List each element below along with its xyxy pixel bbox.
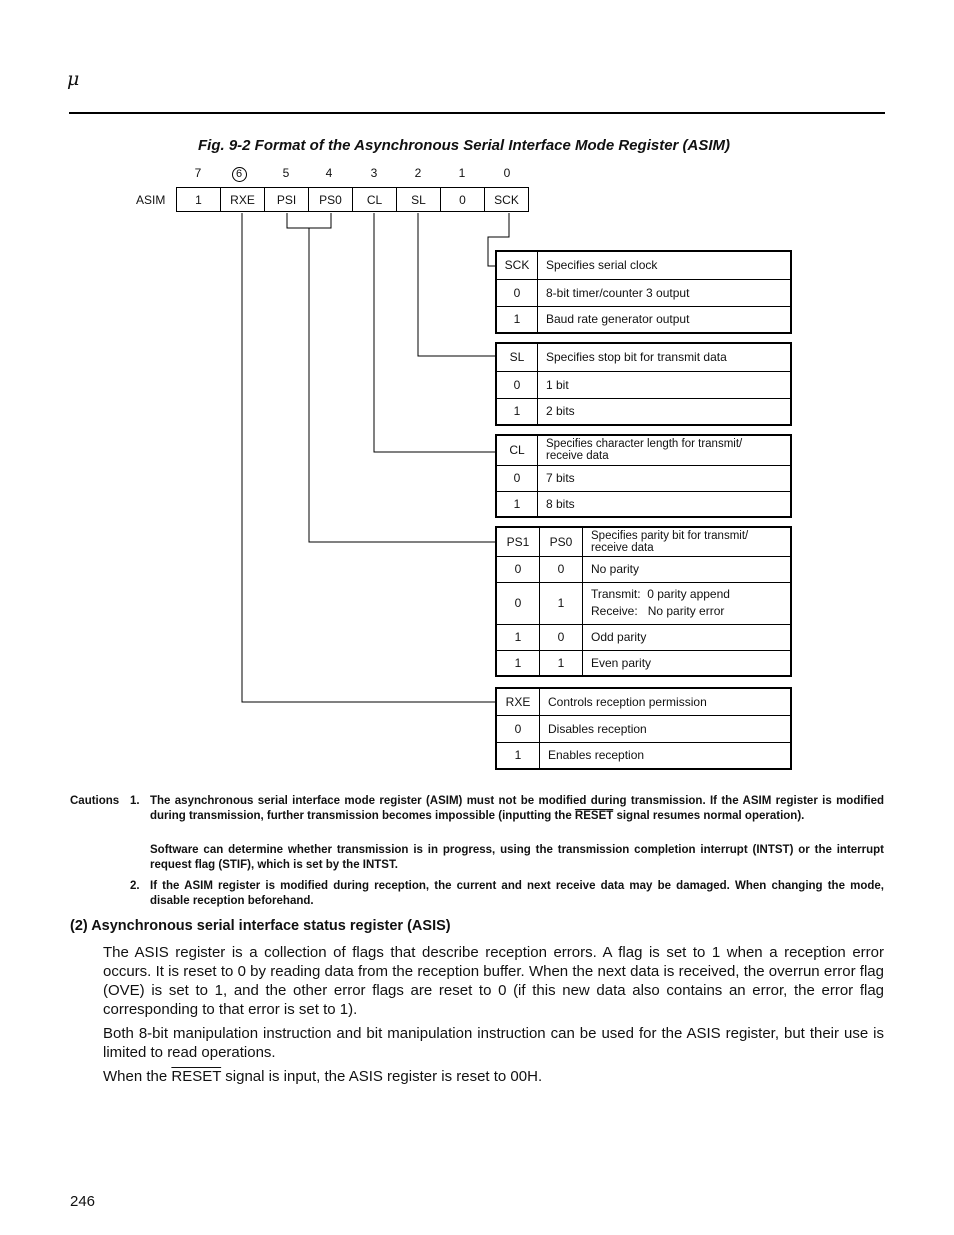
table-cell: 0 bbox=[496, 371, 538, 398]
table-cell: Baud rate generator output bbox=[538, 306, 792, 333]
table-head: RXE bbox=[496, 688, 540, 715]
figure-title: Fig. 9-2 Format of the Asynchronous Serial Interface Mode Register (ASIM) bbox=[198, 137, 731, 154]
caution-number: 2. bbox=[130, 880, 140, 892]
table-cell: 1 bbox=[496, 398, 538, 425]
table-cell: 1 bbox=[496, 491, 538, 517]
table-cell: 1 bbox=[540, 650, 583, 676]
table-cell: 0 bbox=[496, 465, 538, 491]
bit-number: 4 bbox=[325, 166, 333, 180]
paragraph-text: When the bbox=[103, 1068, 172, 1085]
table-cell: 0 bbox=[540, 624, 583, 650]
table-cell: 1 bit bbox=[538, 371, 792, 398]
caution-2: If the ASIM register is modified during reception, the current and next receive data may be damaged. When changing the mode, disable reception beforehand. bbox=[150, 880, 884, 907]
register-label: ASIM bbox=[136, 193, 166, 207]
table-description: Specifies stop bit for transmit data bbox=[538, 343, 792, 371]
table-cell: 8-bit timer/counter 3 output bbox=[538, 279, 792, 306]
mu-symbol: μ bbox=[67, 68, 80, 90]
table-cell: 2 bits bbox=[538, 398, 792, 425]
table-cell: 0 bbox=[496, 582, 540, 624]
cautions-label: Cautions bbox=[70, 795, 120, 807]
table-head: CL bbox=[496, 435, 538, 465]
table-cell: 0 bbox=[496, 715, 540, 742]
caution-text: signal resumes normal operation). bbox=[613, 810, 805, 822]
table-head: SL bbox=[496, 343, 538, 371]
desc-line: Specifies character length for transmit/ bbox=[546, 438, 743, 451]
bit-number: 0 bbox=[503, 166, 511, 180]
table-cell: 0 bbox=[496, 279, 538, 306]
table-description: Specifies serial clock bbox=[538, 251, 792, 279]
table-head: SCK bbox=[496, 251, 538, 279]
sck-table bbox=[495, 250, 792, 334]
table-cell: 7 bits bbox=[538, 465, 792, 491]
bit-field: 0 bbox=[441, 188, 485, 212]
paragraph-text: signal is input, the ASIS register is reset to 00H. bbox=[221, 1068, 543, 1085]
table-cell: Odd parity bbox=[583, 624, 792, 650]
table-head: PS1 bbox=[496, 527, 540, 556]
bit-number: 3 bbox=[370, 166, 378, 180]
bit-number: 1 bbox=[458, 166, 466, 180]
paragraph-2: Both 8-bit manipulation instruction and bit manipulation instruction can be used for the ASIS register, but their use is limited to read operations. bbox=[103, 1025, 884, 1061]
caution-1a bbox=[150, 794, 884, 824]
reset-signal: RESET bbox=[171, 1068, 222, 1085]
table-description: Controls reception permission bbox=[540, 688, 792, 715]
paragraph-1: The ASIS register is a collection of flags that describe reception errors. A flag is set to 1 when a reception error occurs. It is reset to 0 by reading data from the reception buffer. When the next data is received, the overrun error flag (OVE) is set to 1, and the other error flags are reset to 0 (if this new data also contains an error, the error flag corresponding to that error is set to 1). bbox=[103, 944, 884, 1018]
bit-number: 2 bbox=[414, 166, 422, 180]
page-number: 246 bbox=[70, 1193, 96, 1210]
bit-number: 7 bbox=[194, 166, 202, 180]
table-head: PS0 bbox=[540, 527, 583, 556]
bit-field: SL bbox=[397, 188, 441, 212]
bit-number: 5 bbox=[282, 166, 290, 180]
table-cell: 1 bbox=[496, 742, 540, 769]
caution-text: The asynchronous serial interface mode register (ASIM) must not be modified during transmission. If the ASIM register is modified during transmission, further transmission becomes impossible (inputting the bbox=[150, 795, 884, 822]
desc-line: receive data bbox=[591, 541, 654, 554]
desc-line: receive data bbox=[546, 450, 609, 463]
table-cell: Enables reception bbox=[540, 742, 792, 769]
caution-number: 1. bbox=[130, 795, 140, 807]
table-cell: Disables reception bbox=[540, 715, 792, 742]
cell-line: Receive: No parity error bbox=[591, 604, 725, 618]
caution-1b: Software can determine whether transmission is in progress, using the transmission completion interrupt (INTST) or the interrupt request flag (STIF), which is set by the INTST. bbox=[150, 844, 884, 871]
reset-signal: RESET bbox=[574, 810, 614, 822]
table-cell: No parity bbox=[583, 556, 792, 582]
table-cell: 8 bits bbox=[538, 491, 792, 517]
bit-field: CL bbox=[353, 188, 397, 212]
table-cell: 1 bbox=[496, 650, 540, 676]
bit-field: PS0 bbox=[309, 188, 353, 212]
circled-bit-number: 6 bbox=[232, 167, 247, 182]
table-description bbox=[583, 527, 792, 556]
table-cell: 0 bbox=[540, 556, 583, 582]
table-description bbox=[538, 435, 792, 465]
table-cell: 1 bbox=[540, 582, 583, 624]
rxe-table bbox=[495, 687, 792, 770]
cl-table bbox=[495, 434, 792, 518]
bit-field: SCK bbox=[485, 188, 529, 212]
cell-line: Transmit: 0 parity append bbox=[591, 587, 730, 601]
table-cell: 0 bbox=[496, 556, 540, 582]
table-cell: 1 bbox=[496, 306, 538, 333]
table-cell: 1 bbox=[496, 624, 540, 650]
table-cell bbox=[583, 582, 792, 624]
sl-table bbox=[495, 342, 792, 426]
parity-table bbox=[495, 526, 792, 677]
bit-field: 1 bbox=[177, 188, 221, 212]
section-title: (2) Asynchronous serial interface status register (ASIS) bbox=[70, 918, 451, 934]
paragraph-3 bbox=[103, 1067, 884, 1086]
table-cell: Even parity bbox=[583, 650, 792, 676]
desc-line: Specifies parity bit for transmit/ bbox=[591, 529, 749, 542]
bit-field: PSI bbox=[265, 188, 309, 212]
bit-field: RXE bbox=[221, 188, 265, 212]
